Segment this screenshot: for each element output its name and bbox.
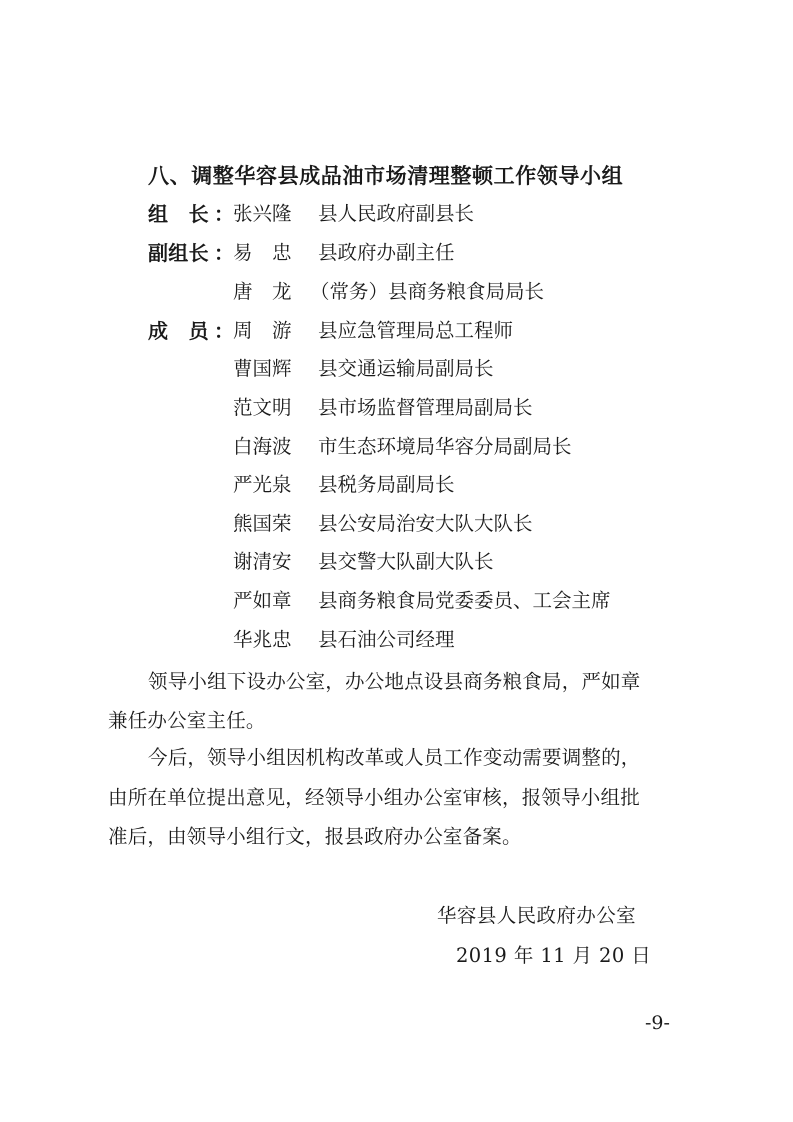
member-name: 周 游 xyxy=(233,319,292,342)
deputy-colon: ： xyxy=(214,241,234,265)
member-name: 严如章 xyxy=(233,589,292,612)
member-name: 严光泉 xyxy=(233,473,292,496)
leader-role-label: 组 长 xyxy=(148,202,209,226)
member-role-label: 成 员 xyxy=(148,319,209,343)
member-colon: ： xyxy=(214,319,234,343)
deputy-name: 唐 龙 xyxy=(233,280,292,303)
member-name: 范文明 xyxy=(233,396,292,419)
deputy-role-label: 副组长 xyxy=(148,241,209,265)
issuer-signature: 华容县人民政府办公室 xyxy=(437,904,637,927)
adjust-paragraph-line: 由所在单位提出意见，经领导小组办公室审核，报领导小组批 xyxy=(108,786,640,809)
member-title: 县石油公司经理 xyxy=(318,628,455,651)
deputy-title: （常务）县商务粮食局局长 xyxy=(310,280,545,303)
leader-colon: ： xyxy=(214,202,234,226)
deputy-title: 县政府办副主任 xyxy=(318,241,455,264)
adjust-paragraph-line: 今后，领导小组因机构改革或人员工作变动需要调整的， xyxy=(148,746,641,769)
adjust-paragraph-line: 准后，由领导小组行文，报县政府办公室备案。 xyxy=(108,825,522,848)
member-title: 市生态环境局华容分局副局长 xyxy=(318,435,572,458)
page-number: -9- xyxy=(645,1012,670,1034)
member-name: 白海波 xyxy=(233,435,292,458)
member-title: 县交通运输局副局长 xyxy=(318,357,494,380)
member-title: 县公安局治安大队大队长 xyxy=(318,512,533,535)
member-name: 谢清安 xyxy=(233,550,292,573)
member-title: 县市场监督管理局副局长 xyxy=(318,396,533,419)
member-name: 曹国辉 xyxy=(233,357,292,380)
member-title: 县税务局副局长 xyxy=(318,473,455,496)
leader-name: 张兴隆 xyxy=(233,202,292,225)
leader-title: 县人民政府副县长 xyxy=(318,202,475,225)
member-title: 县商务粮食局党委委员、工会主席 xyxy=(318,589,611,612)
issue-date: 2019 年 11 月 20 日 xyxy=(456,944,652,967)
section-heading: 八、调整华容县成品油市场清理整顿工作领导小组 xyxy=(148,164,624,188)
deputy-name: 易 忠 xyxy=(233,241,292,264)
member-name: 华兆忠 xyxy=(233,628,292,651)
member-title: 县应急管理局总工程师 xyxy=(318,319,514,342)
member-name: 熊国荣 xyxy=(233,512,292,535)
office-paragraph-line: 兼任办公室主任。 xyxy=(108,709,266,732)
member-title: 县交警大队副大队长 xyxy=(318,550,494,573)
office-paragraph-line: 领导小组下设办公室，办公地点设县商务粮食局，严如章 xyxy=(148,670,641,693)
